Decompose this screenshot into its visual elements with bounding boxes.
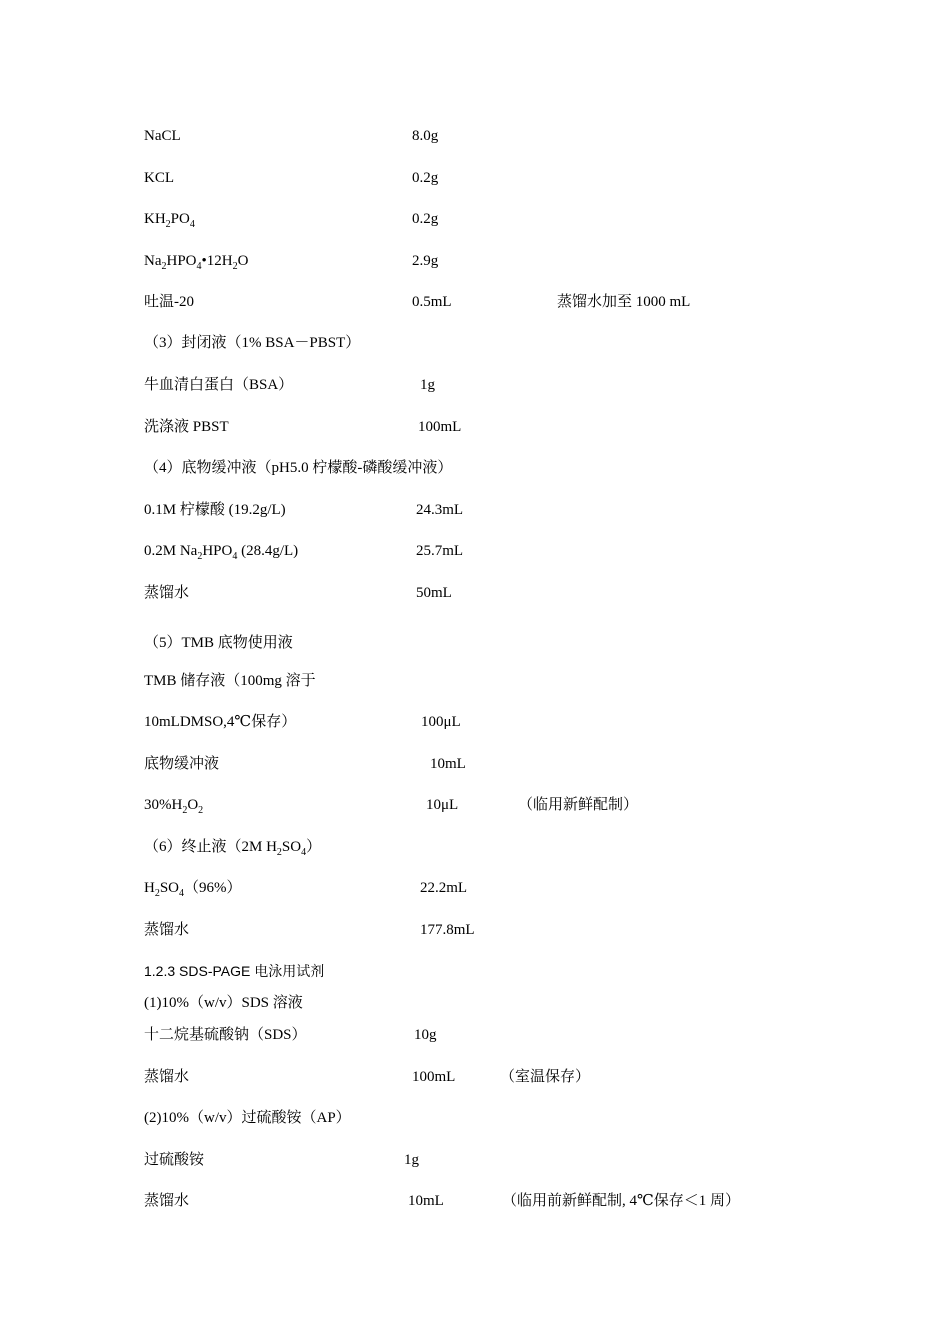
heading-substrate-buffer: （4）底物缓冲液（pH5.0 柠檬酸-磷酸缓冲液）: [144, 460, 453, 476]
reagent-name-tmb-stock-line2: 10mLDMSO,4℃保存）: [144, 714, 297, 730]
reagent-amount-water-sds: 100mL: [412, 1069, 456, 1085]
reagent-amount-na2hpo4: 2.9g: [412, 253, 439, 269]
reagent-name-tmb-stock-line1: TMB 储存液（100mg 溶于: [144, 673, 316, 689]
reagent-amount-ap: 1g: [404, 1152, 419, 1168]
reagent-name-h2so4: $H_2SO_4(96\%)$: [144, 880, 242, 899]
reagent-amount-bsa: 1g: [420, 377, 435, 393]
reagent-name-substrate-buffer: 底物缓冲液: [144, 756, 220, 772]
reagent-note-water-sds: （室温保存）: [500, 1069, 591, 1085]
reagent-amount-water-ap: 10mL: [408, 1193, 444, 1209]
reagent-amount-sds: 10g: [414, 1027, 437, 1043]
reagent-amount-h2o2: 10μL: [426, 797, 459, 813]
section-heading-sds-page: 1.2.3 SDS-PAGE 电泳用试剂: [144, 963, 325, 979]
reagent-name-bsa: 牛血清白蛋白（BSA）: [144, 377, 294, 393]
reagent-name-h2o2: $30\%H_2O_2$: [144, 797, 204, 816]
heading-sds-solution: (1)10%（w/v）SDS 溶液: [144, 995, 303, 1011]
reagent-note-h2o2: （临用新鲜配制）: [518, 797, 639, 813]
reagent-name-ap: 过硫酸铵: [144, 1152, 205, 1168]
reagent-name-nacl: NaCL: [144, 128, 181, 144]
reagent-name-na2hpo4: $Na_2HPO_4•12H_2O$: [144, 253, 249, 272]
reagent-amount-substrate-buffer: 10mL: [430, 756, 466, 772]
reagent-name-sds: 十二烷基硫酸钠（SDS）: [144, 1027, 307, 1043]
reagent-name-kcl: KCL: [144, 170, 174, 186]
reagent-amount-kcl: 0.2g: [412, 170, 439, 186]
reagent-amount-na2hpo4-buffer: 25.7mL: [416, 543, 464, 559]
heading-ap-solution: (2)10%（w/v）过硫酸铵（AP）: [144, 1110, 351, 1126]
reagent-name-water-sds: 蒸馏水: [144, 1069, 190, 1085]
reagent-amount-tmb-stock: 100μL: [421, 714, 461, 730]
reagent-amount-nacl: 8.0g: [412, 128, 439, 144]
reagent-name-pbst: 洗涤液 PBST: [144, 419, 229, 435]
reagent-name-kh2po4: $KH_2PO_4$: [144, 211, 195, 230]
reagent-amount-tween: 0.5mL: [412, 294, 452, 310]
reagent-name-water-stop: 蒸馏水: [144, 922, 190, 938]
reagent-amount-water-buffer: 50mL: [416, 585, 452, 601]
reagent-name-water-ap: 蒸馏水: [144, 1193, 190, 1209]
reagent-name-na2hpo4-buffer: 0.2M $Na_2HPO_4$ (28.4g/L): [144, 543, 299, 562]
reagent-note-tween: 蒸馏水加至 1000 mL: [557, 294, 691, 310]
heading-stop: （6）终止液（2M $H_2SO_4$）: [144, 839, 322, 858]
reagent-amount-h2so4: 22.2mL: [420, 880, 468, 896]
heading-tmb: （5）TMB 底物使用液: [144, 635, 293, 651]
reagent-name-tween: 吐温-20: [144, 294, 194, 310]
reagent-amount-pbst: 100mL: [418, 419, 462, 435]
reagent-amount-citric: 24.3mL: [416, 502, 464, 518]
reagent-amount-kh2po4: 0.2g: [412, 211, 439, 227]
heading-blocking: （3）封闭液（1% BSA－PBST）: [144, 335, 361, 351]
reagent-amount-water-stop: 177.8mL: [420, 922, 475, 938]
reagent-name-citric: 0.1M 柠檬酸 (19.2g/L): [144, 502, 286, 518]
reagent-note-water-ap: （临用前新鲜配制, 4℃保存＜1 周）: [502, 1193, 741, 1209]
reagent-name-water-buffer: 蒸馏水: [144, 585, 190, 601]
